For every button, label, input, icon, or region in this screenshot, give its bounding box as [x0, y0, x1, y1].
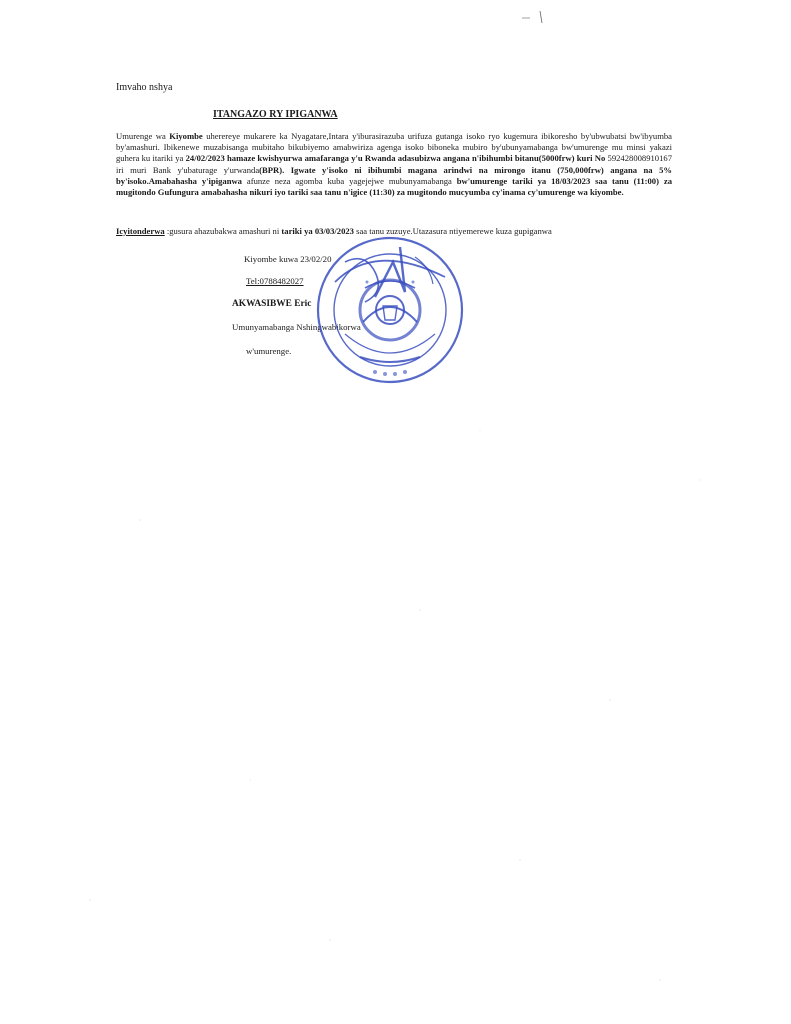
notice-text: :gusura ahazubakwa amashuri ni [164, 226, 282, 236]
body-bold-part: bw'umurenge tariki ya 18/03/2023 saa tanu (11:00) za mugitondo Gufungura amabahasha nikuri iyo tariki saa tanu n'igice (11:30) za mugitondo mucyumba cy'inama cy'umurenge wa kiyombe. [116, 175, 672, 198]
account-number: 592428008910167 [605, 153, 672, 164]
signatory-name: AKWASIBWE Eric [232, 299, 312, 309]
signatory-org: w'umurenge. [246, 346, 292, 356]
newspaper-name: Imvaho nshya [116, 82, 173, 93]
body-part: afunze neza agomba kuba yagejejwe mubunyamabanga [241, 175, 457, 186]
signature-phone: Tel:0788482027 [246, 276, 304, 286]
body-bold-part: (BPR). Igwate y'isoko ni ibihumbi magana arindwi na mirongo itanu (750,000frw) angana na 5% by'isoko.Amabahasha y'ipiganwa [116, 164, 672, 186]
body-part: Umurenge wa [116, 131, 170, 141]
signatory-role: Umunyamabanga Nshingwabikorwa [232, 322, 361, 332]
body-part: iri muri Bank y'ubaturage y'urwanda [116, 164, 260, 175]
page-title: ITANGAZO RY IPIGANWA [213, 109, 338, 120]
notice-date: tariki ya 03/03/2023 [281, 226, 354, 236]
body-part: uherereye mukarere ka Nyagatare,Intara y'iburasirazuba urifuza gutanga isoko ryo kugemura ibikoresho by'ubwubatsi bw'ibyumba by'amashuri. Ibikenewe muzabisanga mubitaho bikubiyemo amabwiriza agenga isoko biboneka mubiro by'ubunyamabanga bw'umurenge mu minsi yakazi guhera ku itariki ya [116, 131, 672, 164]
body-bold-part: 24/02/2023 hamaze kwishyurwa amafaranga y'u Rwanda adasubizwa angana n'ibihumbi bitanu(5000frw) kuri No [185, 153, 606, 164]
body-bold-part: Kiyombe [169, 131, 203, 141]
notice-text: saa tanu zuzuye.Utazasura ntiyemerewe kuza gupiganwa [353, 226, 552, 236]
notice-label: Icyitonderwa [116, 226, 165, 236]
signature-date: Kiyombe kuwa 23/02/20 [244, 254, 332, 264]
